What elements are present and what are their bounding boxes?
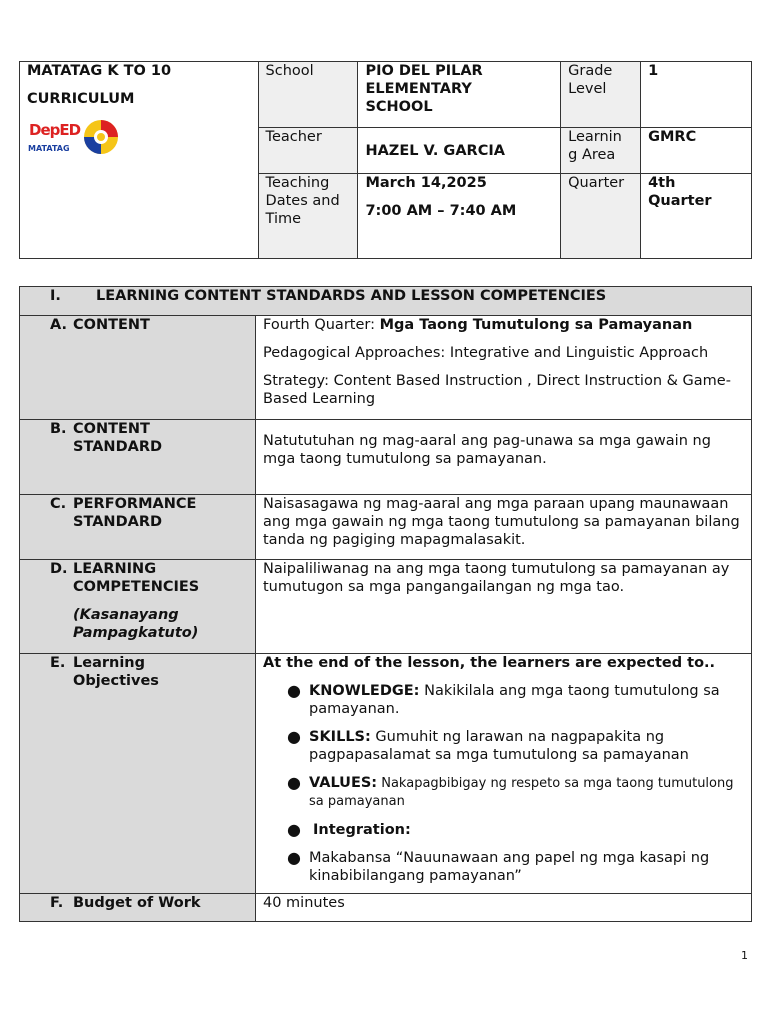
content-label-cell: A. CONTENT xyxy=(20,316,256,420)
content-standard-value-cell: Natututuhan ng mag-aaral ang pag-unawa sa mga gawain ng mga taong tumutulong sa pamayanan. xyxy=(256,420,752,495)
objectives-value-cell: At the end of the lesson, the learners are expected to.. ● KNOWLEDGE: Nakikilala ang mga taong tumutulong sa pamayanan. ● SKILLS: Gumuhit ng larawan na nagpapakita ng pagpapasalamat sa mga tumutulong sa pamayanan ● VALUES: Nakapagbibigay ng respeto sa mga taong tumutulong sa pamayanan ● Integration: ● Makabansa “Nauunawaan ang papel ng mga kasapi ng kinabibilangang pamayanan” xyxy=(256,654,752,894)
school-value-cell: PIO DEL PILAR ELEMENTARY SCHOOL xyxy=(358,62,561,128)
performance-standard-label-cell: C. PERFORMANCE STANDARD xyxy=(20,495,256,560)
teacher-label-cell: Teacher xyxy=(258,128,358,174)
performance-standard-value-cell: Naisasagawa ng mag-aaral ang mga paraan upang maunawaan ang mga gawain ng mga taong tumutulong sa pamayanan bilang tanda ng pagiging mapagmalasakit. xyxy=(256,495,752,560)
bagong-pilipinas-seal-icon xyxy=(81,117,121,157)
competencies-value-cell: Naipaliliwanag na ang mga taong tumutulong sa pamayanan ay tumutugon sa mga pangangailangan ng mga tao. xyxy=(256,560,752,654)
content-value-cell: Fourth Quarter: Mga Taong Tumutulong sa Pamayanan Pedagogical Approaches: Integrative and Linguistic Approach Strategy: Content Based Instruction , Direct Instruction & Game- Based Learning xyxy=(256,316,752,420)
lesson-table xyxy=(19,286,752,922)
budget-label-cell: F. Budget of Work xyxy=(20,894,256,922)
budget-value-cell: 40 minutes xyxy=(256,894,752,922)
bullet-icon: ● xyxy=(287,773,301,792)
page-number: 1 xyxy=(741,949,748,962)
bullet-icon: ● xyxy=(287,820,301,839)
dates-value-cell: March 14,2025 7:00 AM – 7:40 AM xyxy=(358,174,561,259)
deped-matatag-logo: DepED MATATAG xyxy=(28,121,81,153)
curriculum-cell xyxy=(20,62,259,259)
area-value-cell: GMRC xyxy=(641,128,752,174)
header-table xyxy=(19,61,752,259)
budget-row xyxy=(20,894,752,922)
logos xyxy=(27,117,251,157)
performance-standard-row xyxy=(20,495,752,560)
dates-label-cell: Teaching Dates and Time xyxy=(258,174,358,259)
competencies-label-cell: D. LEARNING COMPETENCIES (Kasanayang Pampagkatuto) xyxy=(20,560,256,654)
list-item: ● VALUES: Nakapagbibigay ng respeto sa mga taong tumutulong sa pamayanan xyxy=(287,773,734,809)
bullet-icon: ● xyxy=(287,727,301,746)
school-label-cell: School xyxy=(258,62,358,128)
list-item: ● Makabansa “Nauunawaan ang papel ng mga kasapi ng kinabibilangang pamayanan” xyxy=(287,848,710,884)
content-standard-label-cell: B. CONTENT STANDARD xyxy=(20,420,256,495)
section-heading: I. LEARNING CONTENT STANDARDS AND LESSON COMPETENCIES xyxy=(20,287,752,316)
objectives-row xyxy=(20,654,752,894)
list-item: ● KNOWLEDGE: Nakikilala ang mga taong tumutulong sa pamayanan. xyxy=(287,681,720,717)
quarter-value-cell: 4th Quarter xyxy=(641,174,752,259)
list-item: ● Integration: xyxy=(287,820,411,839)
objectives-list xyxy=(263,682,744,885)
curriculum-title: MATATAG K TO 10 CURRICULUM xyxy=(27,63,172,107)
teacher-value-cell: HAZEL V. GARCIA xyxy=(358,128,561,174)
content-standard-row xyxy=(20,420,752,495)
objectives-label-cell: E. Learning Objectives xyxy=(20,654,256,894)
quarter-label-cell: Quarter xyxy=(561,174,641,259)
content-row xyxy=(20,316,752,420)
list-item: ● SKILLS: Gumuhit ng larawan na nagpapakita ng pagpapasalamat sa mga tumutulong sa pamayanan xyxy=(287,727,689,763)
grade-value-cell: 1 xyxy=(641,62,752,128)
competencies-row xyxy=(20,560,752,654)
grade-label-cell: Grade Level xyxy=(561,62,641,128)
area-label-cell: Learnin g Area xyxy=(561,128,641,174)
bullet-icon: ● xyxy=(287,848,301,867)
bullet-icon: ● xyxy=(287,681,301,700)
